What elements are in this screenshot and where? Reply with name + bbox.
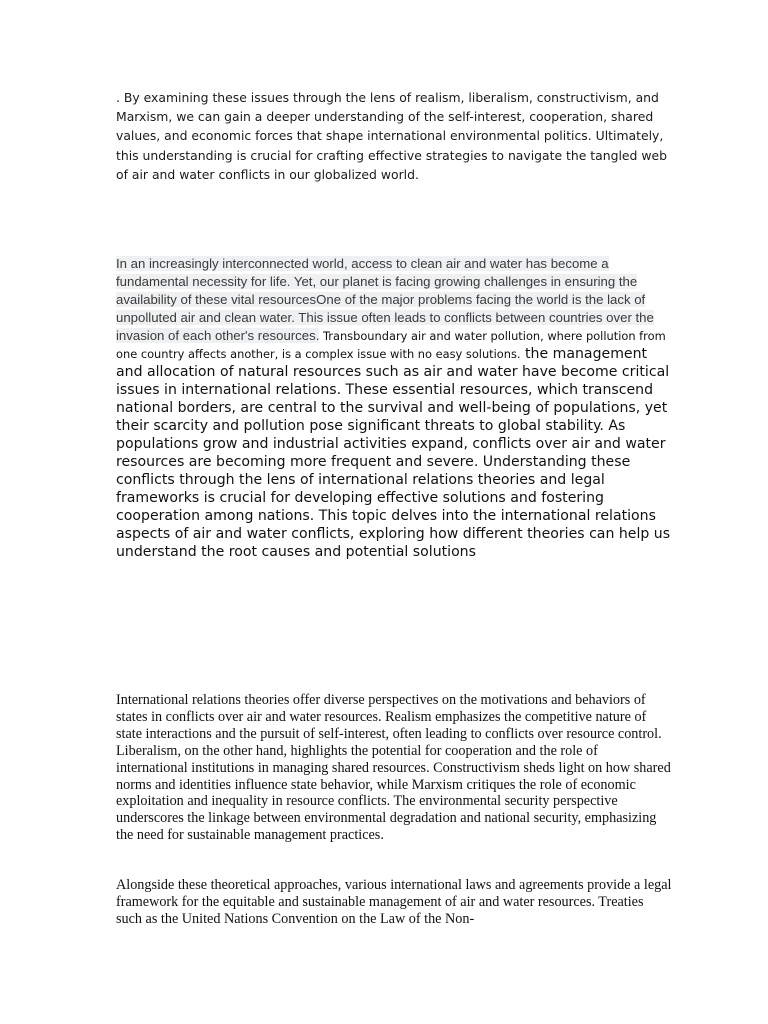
highlighted-pasted-text: In an increasingly interconnected world, access to clean air and water has become a fundamental necessity for life. Yet, our planet is facing growing challenges in ensuring the availability of these vital resourcesOne of the major problems facing the world is the lack of unpolluted air and clean water. This issue often leads to conflicts between countries over the invasion of each other's resources.	[116, 256, 654, 343]
introduction-paragraph	[116, 255, 676, 561]
theories-paragraph: International relations theories offer diverse perspectives on the motivations and behaviors of states in conflicts over air and water resources. Realism emphasizes the competitive nature of state interactions and the pursuit of self-interest, often leading to conflicts over resource control. Liberalism, on the other hand, highlights the potential for cooperation and the role of international institutions in managing shared resources. Constructivism sheds light on how shared norms and identities influence state behavior, while Marxism critiques the role of economic exploitation and inequality in resource conflicts. The environmental security perspective underscores the linkage between environmental degradation and national security, emphasizing the need for sustainable management practices.	[116, 692, 671, 844]
legal-framework-paragraph: Alongside these theoretical approaches, various international laws and agreements provide a legal framework for the equitable and sustainable management of air and water resources. Treaties such as the United Nations Convention on the Law of the Non-	[116, 877, 672, 927]
intro-conclusion-paragraph: . By examining these issues through the lens of realism, liberalism, constructivism, and Marxism, we can gain a deeper understanding of the self-interest, cooperation, shared values, and economic forces that shape international environmental politics. Ultimately, this understanding is crucial for crafting effective strategies to navigate the tangled web of air and water conflicts in our globalized world.	[116, 90, 667, 182]
transboundary-sentence: Transboundary air and water pollution, where pollution from one country affects another, is a complex issue with no easy solutions.	[116, 329, 666, 361]
resource-management-text: the management and allocation of natural resources such as air and water have become critical issues in international relations. These essential resources, which transcend national borders, are central to the survival and well-being of populations, yet their scarcity and pollution pose significant threats to global stability. As populations grow and industrial activities expand, conflicts over air and water resources are becoming more frequent and severe. Understanding these conflicts through the lens of international relations theories and legal frameworks is crucial for developing effective solutions and fostering cooperation among nations. This topic delves into the international relations aspects of air and water conflicts, exploring how different theories can help us understand the root causes and potential solutions	[116, 346, 671, 560]
